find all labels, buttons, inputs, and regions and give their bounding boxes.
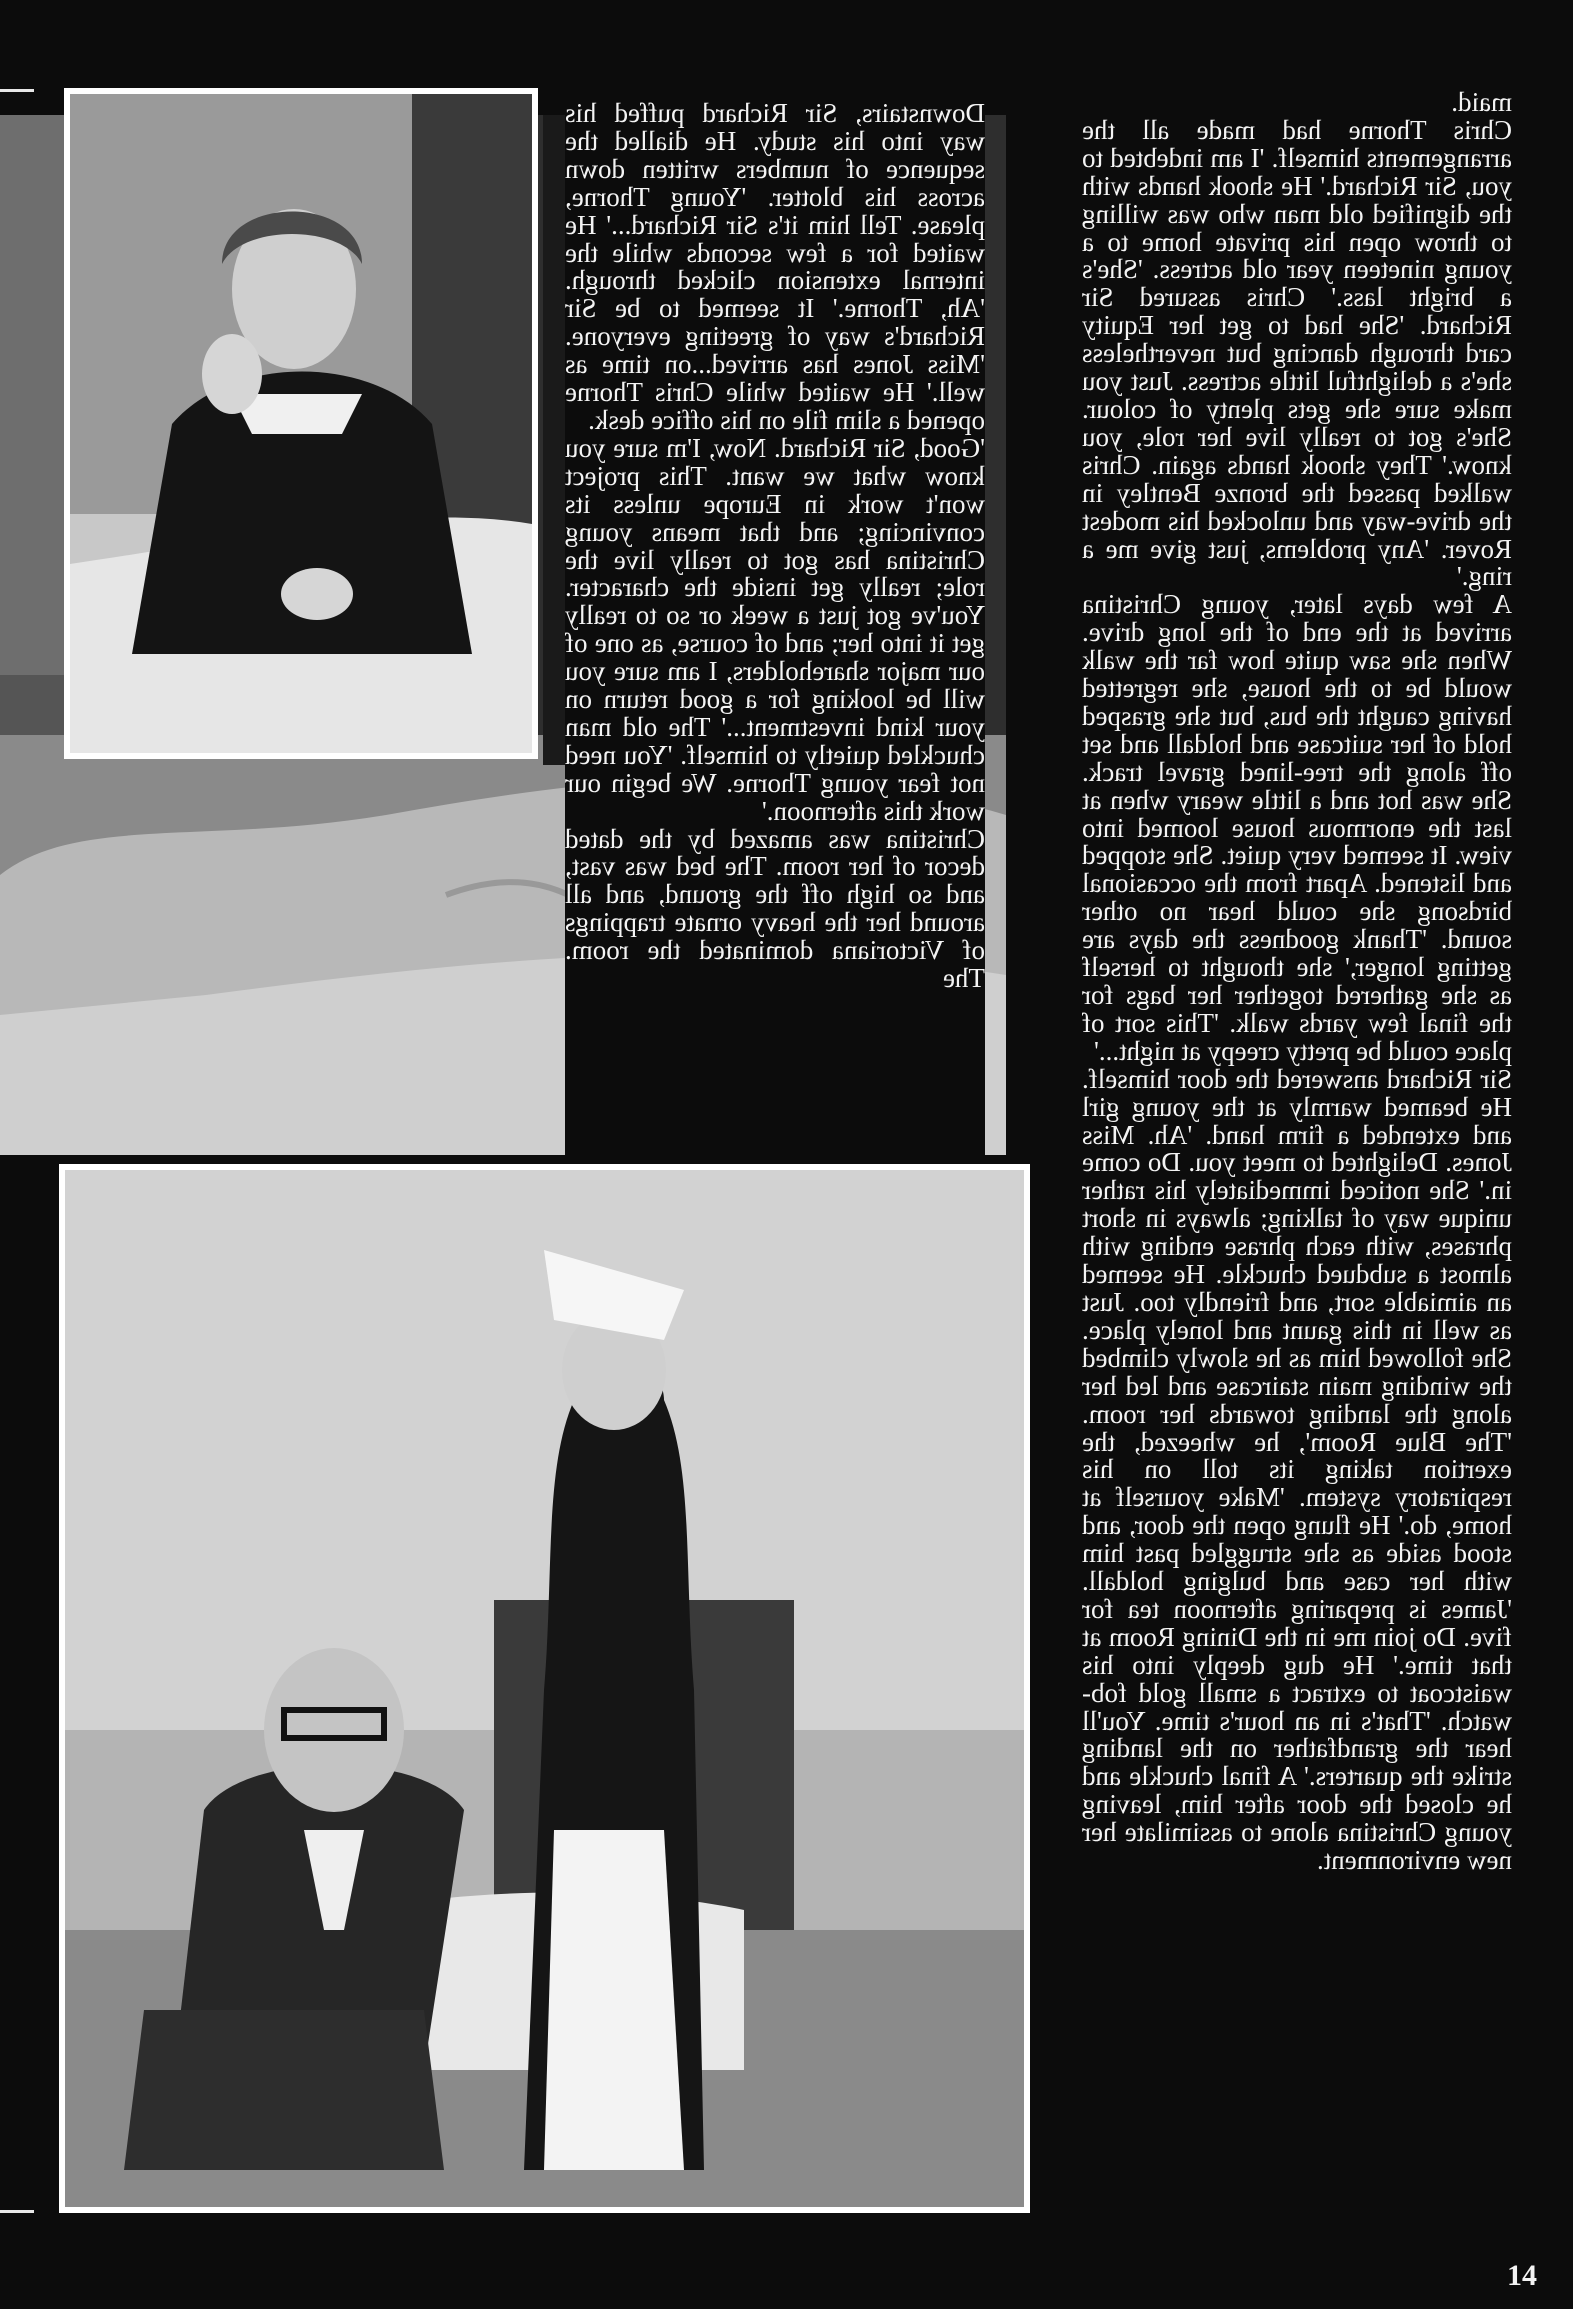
article-column-right: maid. Chris Thorne had made all the arrangements himself. 'I am indebted to you, Sir Richard.' He shook hands with the dignified old man who was willing to throw open his private home to a young nineteen year old actress. 'She's a bright lass.' Chris assured Sir Richard. 'She had to get her Equity card through dancing but nevertheless she's a delightful little actress. Just you make sure she gets plenty of colour. She's got to really live her role, you know.' They shook hands again. Chris walked passed the bronze Bentley in the drive-way and unlocked his modest Rover. 'Any problems, just give me a ring.' A few days later, young Christina arrived at the end of the long drive. When she saw quite how far the walk would be to the house, she regretted having caught the bus, but she grasped hold of her suitcase and holdall and set off along the tree-lined gravel track. She was hot and a little weary when at last the enormous house loomed into view. It seemed very quiet. She stopped and listened. Apart from the occasional birdsong she could hear no other sound. 'Thank goodness the days are getting longer,' she thought to herself as she gathered together her bags for the final few yards walk. 'This sort of place could be pretty creepy at night...' Sir Richard answered the door himself. He beamed warmly at the young girl and extended a firm hand. 'Ah. Miss Jones. Delighted to meet you. Do come in.' She noticed immediately his rather unique way of talking; always in short phrases, with each phrase ending with almost a subdued chuckle. He seemed an aimiable sort, and friendly too. Just as well in this gaunt and lonely place. She followed him as he slowly climbed the winding main staircase and led her along the landing towards her room. 'The Blue Room', he wheezed, the exertion taking its toll on his respiratory system. 'Make yourself at home, do.' He flung open the door, and stood aside as she struggled past him with her case and bulging holdall. 'James is preparing afternoon tea for five. Do join me in the Dining Room at that time.' He dug deeply into his waistcoat to extract a small gold fob-watch. 'That's in an hour's time. You'll hear the grandfather on the landing strike the quarters.' A final chuckle and he closed the door after him, leaving young Christina alone to assimilate her new environment. (1082, 89, 1512, 2224)
article-column-left: Downstairs, Sir Richard puffed his way into his study. He dialled the sequence of numbers written down across his blotter. 'Young Thorne, please. Tell him it's Sir Richard...' He waited for a few seconds while the internal extension clicked through. 'Ah, Thorne.' It seemed to be Sir Richard's way of greeting everyone. 'Miss Jones has arrived...on time as well.' He waited while Chris Thorne opened a slim file on his office desk. 'Good, Sir Richard. Now, I'm sure you know what we want. This project won't work in Europe unless its convincing; and that means young Christina has got to really live the role; really get inside the character. You've got just a week or so to really get it into her; and of course, as one of our major shareholders, I am sure you will be looking for a good return on your kind investment...' The old man chuckled quietly to himself. 'You need not fear young Thorne. We begin our work this afternoon.' Christina was amazed by the dated decor of her room. The bed was vast, and so high off the ground, and all around her the heavy ornate trappings of Victoriana dominated the room. The (565, 100, 985, 1157)
man-and-maid-art (65, 1170, 1024, 2207)
maid-portrait (64, 88, 538, 759)
top-rule (0, 89, 34, 92)
maid-portrait-art (70, 94, 532, 753)
man-and-maid (59, 1164, 1030, 2213)
page-number: 14 (1507, 2259, 1537, 2292)
bottom-rule (0, 2210, 34, 2213)
